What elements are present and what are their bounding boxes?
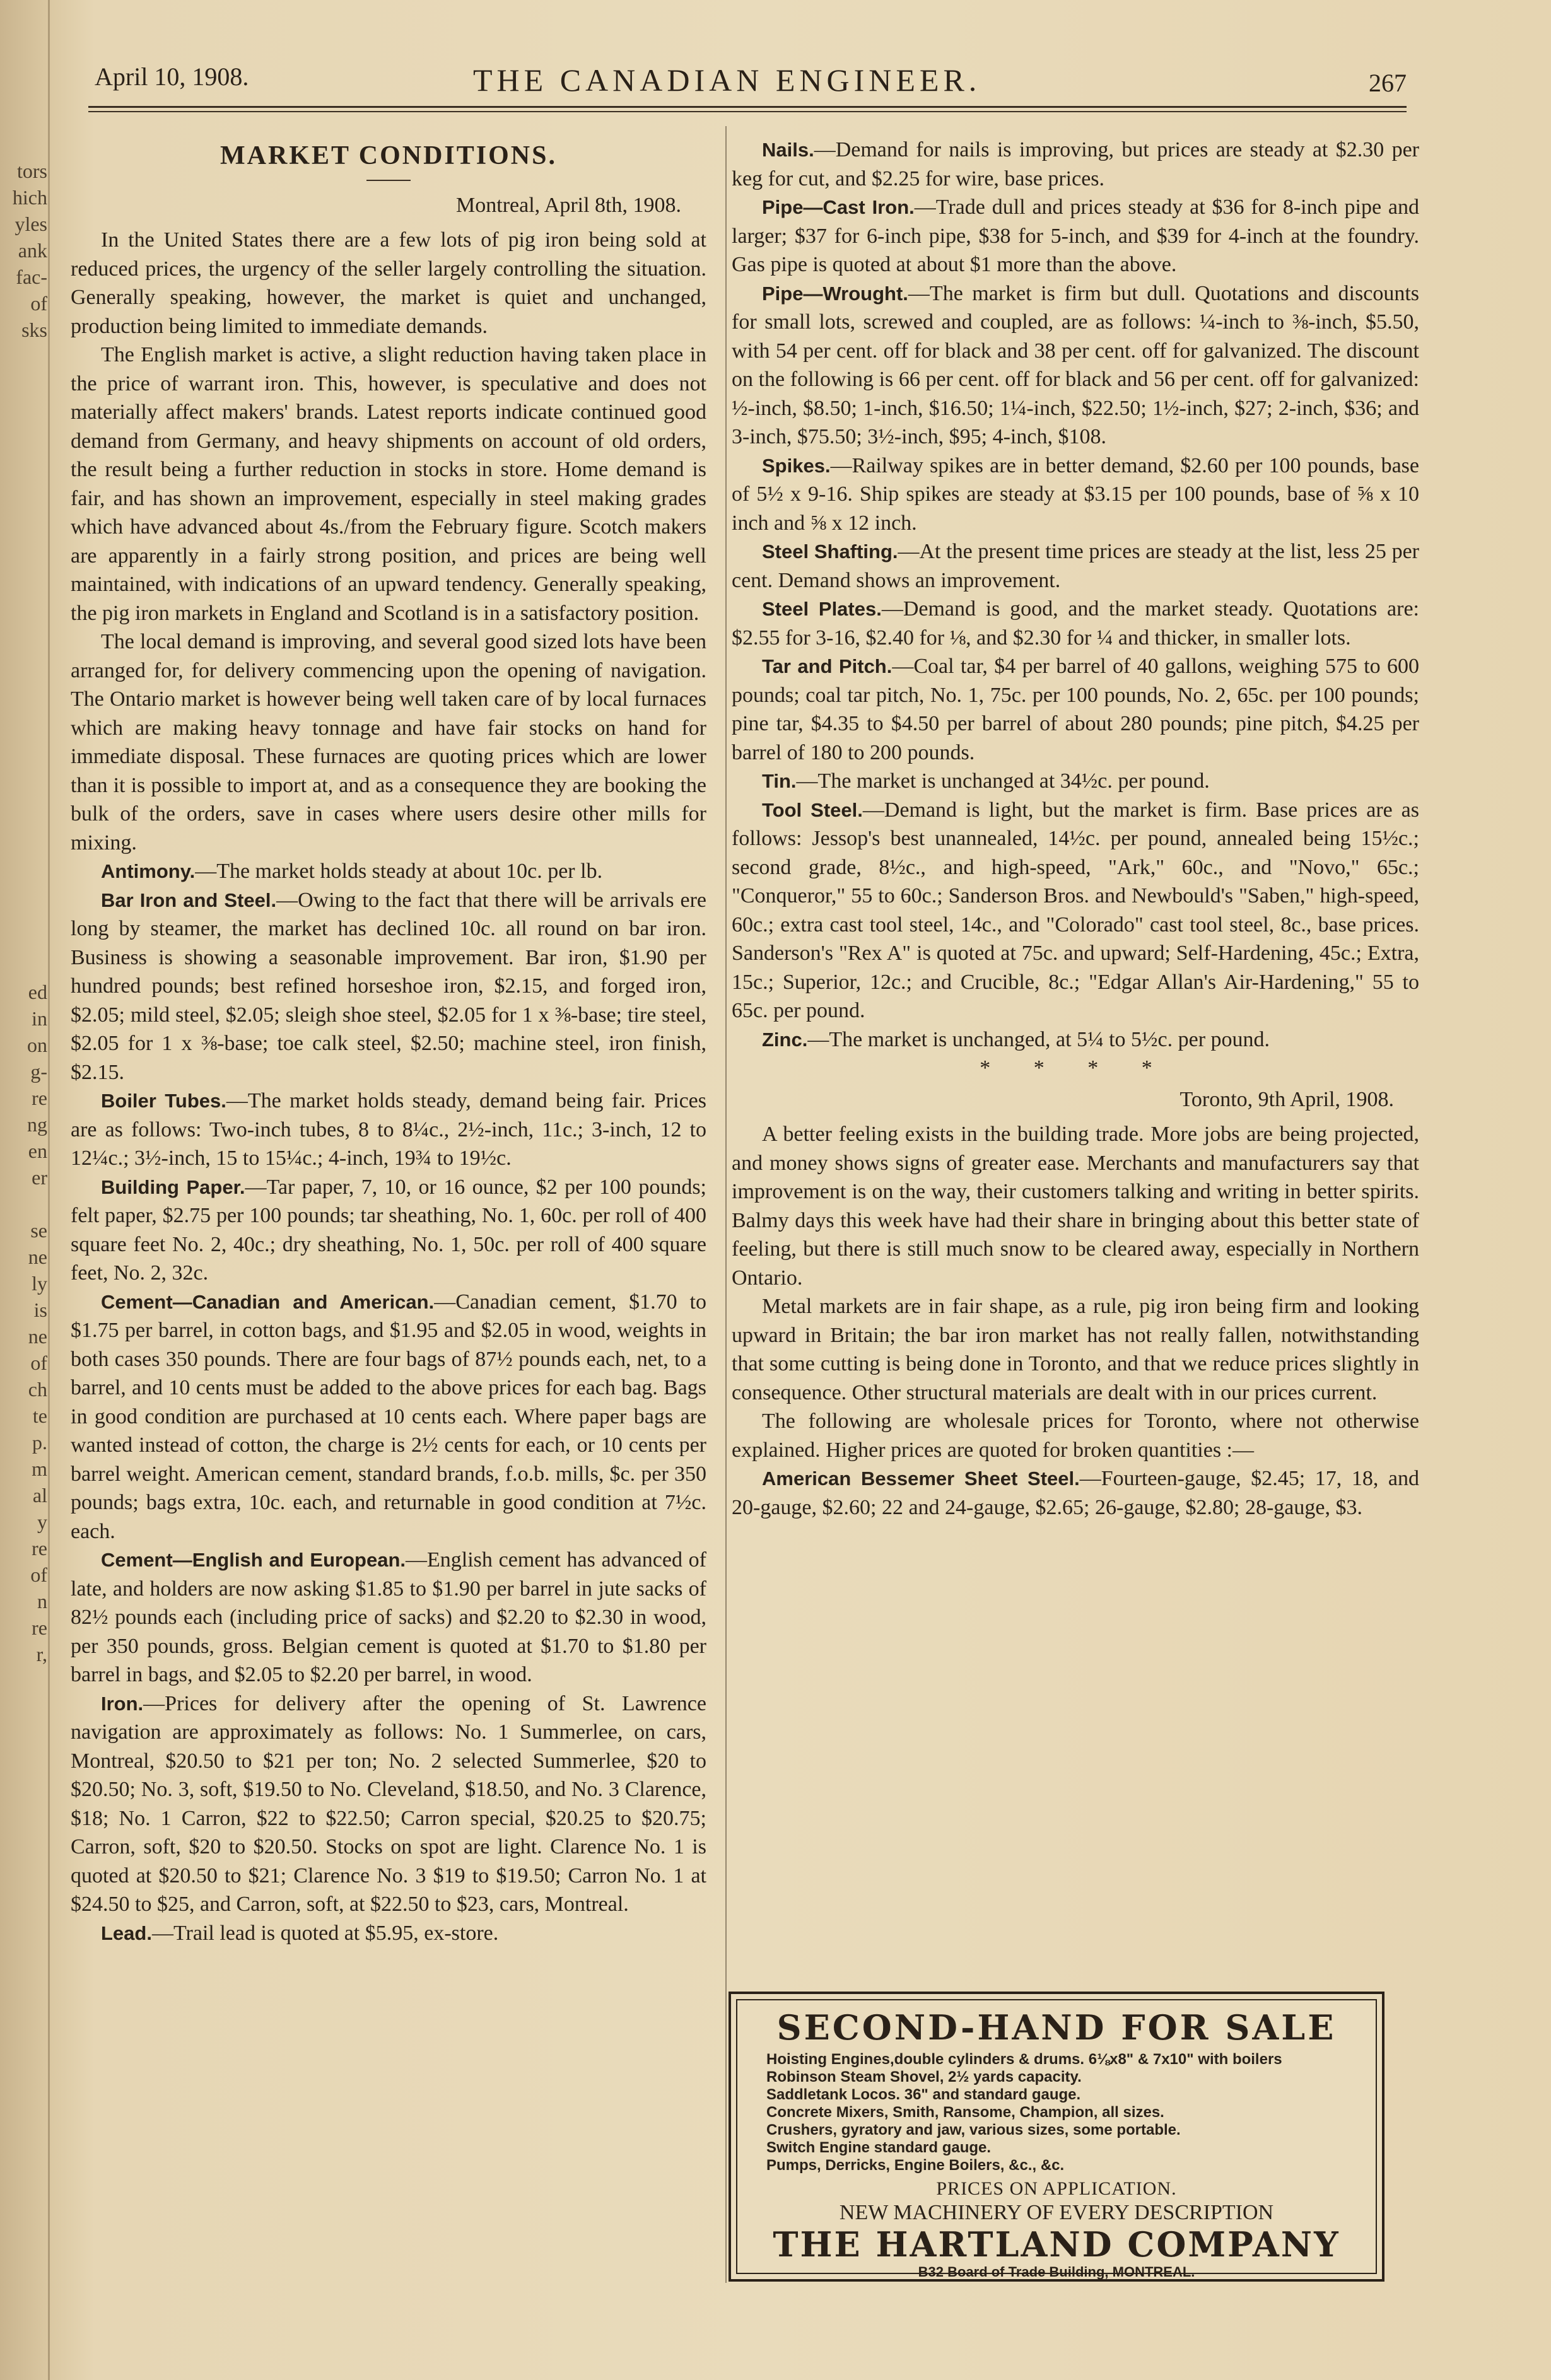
ad-item: Hoisting Engines,double cylinders & drums. 6⅛x8" & 7x10" with boilers: [766, 2051, 1282, 2068]
right-column: [732, 136, 1419, 1522]
gutter-word: tors: [17, 160, 47, 182]
item-text: —Demand for nails is improving, but prices are steady at $2.30 per keg for cut, and $2.25 for wire, base prices.: [732, 138, 1419, 190]
gutter-word: ne: [28, 1325, 47, 1348]
page-header: [95, 62, 1407, 100]
title-rule: [366, 180, 411, 181]
gutter-word: [0, 899, 47, 926]
gutter-word: en: [28, 1140, 47, 1162]
ad-machinery-line: NEW MACHINERY OF EVERY DESCRIPTION: [839, 2201, 1274, 2224]
right-market-item: [732, 595, 1419, 652]
gutter-word: in: [32, 1007, 47, 1030]
right-market-item: [732, 136, 1419, 193]
gutter-word: ch: [28, 1378, 47, 1401]
right-market-item: [732, 193, 1419, 279]
item-heading: Iron.: [101, 1692, 144, 1715]
gutter-word: er: [32, 1166, 47, 1189]
advertisement-box: [729, 1992, 1384, 2282]
right-market-item: [732, 1025, 1419, 1054]
item-heading: Tin.: [762, 770, 797, 792]
gutter-word: [0, 449, 47, 475]
ad-prices-note: PRICES ON APPLICATION.: [936, 2178, 1177, 2199]
toronto-dateline: Toronto, 9th April, 1908.: [1179, 1087, 1394, 1111]
left-market-item: [71, 1288, 706, 1546]
item-heading: Pipe—Wrought.: [762, 282, 908, 305]
left-market-item: [71, 1546, 706, 1689]
gutter-word: yles: [15, 213, 47, 235]
item-text: —Railway spikes are in better demand, $2.60 per 100 pounds, base of 5½ x 9-16. Ship spikes are steady at $3.15 per 100 pounds, base of ⅝ x 10 inch and ⅝ x 12 inch.: [732, 453, 1419, 535]
gutter-word: [0, 634, 47, 661]
left-market-items: [71, 857, 706, 1947]
item-text: —The market is unchanged, at 5¼ to 5½c. per pound.: [807, 1027, 1270, 1051]
item-text: —Demand is good, and the market steady. Quotations are: $2.55 for 3-16, $2.40 for ⅛, and $2.30 for ¼ and thicker, in smaller lots.: [732, 597, 1420, 650]
gutter-word: [0, 926, 47, 952]
gutter-word: re: [32, 1537, 47, 1560]
article-title: MARKET CONDITIONS.: [220, 141, 557, 170]
item-heading: Bar Iron and Steel.: [101, 889, 277, 911]
item-text: —Owing to the fact that there will be arrivals ere long by steamer, the market has declined 10c. all round on bar iron. Business is showing a seasonable improvement. Bar iron, $1.90 per hundred pounds; best refined horseshoe iron, $2.15, and forged iron, $2.05; mild steel, $2.05; sleigh shoe steel, $2.05 for 1 x ⅜-base; tire steel, $2.05 for 1 x ⅜-base; toe calk steel, $2.50; machine steel, iron finish, $2.15.: [71, 888, 707, 1084]
gutter-word: [0, 502, 47, 528]
item-heading: Nails.: [762, 139, 814, 161]
item-heading: Lead.: [101, 1922, 152, 1944]
item-text: —Tar paper, 7, 10, or 16 ounce, $2 per 100 pounds; felt paper, $2.75 per 100 pounds; tar sheathing, No. 1, 60c. per roll of 400 square feet No. 2, 40c.; dry sheathing, No. 1, 50c. per roll of 400 square feet, No. 2, 32c.: [71, 1175, 706, 1285]
left-market-item: [71, 1919, 706, 1948]
item-heading: Tar and Pitch.: [762, 655, 893, 677]
ad-item: Switch Engine standard gauge.: [766, 2139, 992, 2156]
ad-item: Pumps, Derricks, Engine Boilers, &c., &c.: [766, 2157, 1065, 2174]
item-text: —The market is firm but dull. Quotations and discounts for small lots, screwed and coupled, are as follows: ¼-inch to ⅜-inch, $5.50, with 54 per cent. off for black and 38 per cent. off for galvanized. The discount on the following is 66 per cent. off for black and 56 per cent. off for galvanized: ½-inch, $8.50; 1-inch, $16.50; 1¼-inch, $22.50; 1½-inch, $27; 2-inch, $36; and 3-inch, $75.50; 3½-inch, $95; 4-inch, $108.: [732, 281, 1419, 448]
item-text: —Trade dull and prices steady at $36 for 8-inch pipe and larger; $37 for 6-inch pipe, $38 for 5-inch, and $39 for 4-inch at the foundry. Gas pipe is quoted at about $1 more than the above.: [732, 195, 1419, 276]
gutter-word: m: [32, 1457, 47, 1480]
gutter-word: [0, 608, 47, 634]
item-heading: Cement—Canadian and American.: [101, 1290, 435, 1313]
toronto-paragraph: Metal markets are in fair shape, as a rule, pig iron being firm and looking upward in Britain; the bar iron market has not really fallen, notwithstanding that some cutting is being done in Toronto, and that we reduce prices slightly in consequence. Other structural materials are dealt with in our prices current.: [732, 1295, 1419, 1404]
left-market-item: [71, 886, 706, 1087]
gutter-word: [0, 873, 47, 899]
ad-company-name: THE HARTLAND COMPANY: [773, 2224, 1340, 2265]
market-item-american-bessemer: [732, 1464, 1419, 1522]
gutter-word: [0, 343, 47, 370]
gutter-word: ng: [27, 1113, 47, 1136]
item-heading: Spikes.: [762, 454, 831, 477]
montreal-dateline: Montreal, April 8th, 1908.: [456, 193, 681, 217]
gutter-word: ly: [32, 1272, 47, 1295]
adjacent-page-fragment: [0, 158, 47, 1667]
gutter-word: of: [30, 292, 47, 315]
ad-item-list: [745, 2051, 1368, 2174]
right-market-item: [732, 537, 1419, 595]
toronto-paragraph: A better feeling exists in the building trade. More jobs are being projected, and money shows signs of greater ease. Merchants and manufacturers say that improvement is on the way, their customers talking and writing in better spirits. Balmy days this week have had their share in bringing about this better state of feeling, but there is still much snow to be cleared away, especially in Northern Ontario.: [732, 1123, 1419, 1290]
ad-item: Concrete Mixers, Smith, Ransome, Champion, all sizes.: [766, 2104, 1164, 2121]
gutter-word: fac-: [16, 265, 47, 288]
item-heading: Steel Shafting.: [762, 540, 898, 563]
gutter-word: re: [32, 1087, 47, 1109]
gutter-word: g-: [30, 1060, 47, 1083]
gutter-word: [0, 528, 47, 555]
gutter-word: [0, 370, 47, 396]
toronto-paragraph: The following are wholesale prices for Toronto, where not otherwise explained. Higher prices are quoted for broken quantities :—: [732, 1409, 1419, 1462]
gutter-word: [0, 475, 47, 502]
gutter-word: [0, 714, 47, 740]
gutter-word: se: [30, 1219, 47, 1242]
gutter-word: p.: [32, 1431, 47, 1454]
header-rule-thin: [88, 111, 1407, 112]
ad-title: SECOND-HAND FOR SALE: [776, 2007, 1337, 2048]
left-market-item: [71, 1689, 706, 1919]
gutter-word: [0, 423, 47, 449]
item-text: —The market is unchanged at 34½c. per pound.: [796, 769, 1210, 793]
intro-paragraph: In the United States there are a few lots of pig iron being sold at reduced prices, the urgency of the seller largely controlling the situation. Generally speaking, however, the market is quiet and unchanged, production being limited to immediate demands.: [71, 228, 706, 338]
gutter-word: re: [32, 1616, 47, 1639]
gutter-word: ed: [28, 981, 47, 1003]
gutter-word: [0, 846, 47, 873]
ad-item: Crushers, gyratory and jaw, various sizes, some portable.: [766, 2121, 1181, 2138]
gutter-word: [0, 740, 47, 767]
gutter-word: [0, 1191, 47, 1217]
item-text: —Fourteen-gauge, $2.45; 17, 18, and 20-gauge, $2.60; 22 and 24-gauge, $2.65; 26-gauge, $2.80; 28-gauge, $3.: [732, 1467, 1420, 1519]
item-heading: Building Paper.: [101, 1175, 245, 1198]
right-market-item: [732, 767, 1419, 796]
gutter-word: of: [30, 1351, 47, 1374]
page-fold: [48, 0, 50, 2380]
gutter-word: [0, 820, 47, 846]
gutter-word: is: [33, 1298, 47, 1321]
item-text: —The market holds steady, demand being fair. Prices are as follows: Two-inch tubes, 8 to 8¼c., 2½-inch, 11c.; 3-inch, 12 to 12¼c.; 3½-inch, 15 to 15¼c.; 4-inch, 19¾ to 19½c.: [71, 1089, 706, 1170]
gutter-word: [0, 581, 47, 608]
item-text: —English cement has advanced of late, and holders are now asking $1.85 to $1.90 per barrel in jute sacks of 82½ pounds each (including price of sacks) and $2.20 to $2.30 in wood, per 350 pounds, gross. Belgian cement is quoted at $1.70 to $1.80 per barrel in bags, and $2.05 to $2.20 per barrel, in wood.: [71, 1548, 706, 1686]
gutter-word: ne: [28, 1245, 47, 1268]
gutter-word: y: [37, 1510, 47, 1533]
item-heading: Tool Steel.: [762, 798, 863, 821]
intro-paragraph: The local demand is improving, and several good sized lots have been arranged for, for delivery commencing upon the opening of navigation. The Ontario market is however being well taken care of by local furnaces which are making heavy tonnage and have fair stocks on hand for immediate disposal. These furnaces are quoting prices which are lower than it is possible to import at, and as a consequence they are booking the bulk of the orders, save in cases where users desire other mills for mixing.: [71, 630, 706, 855]
right-market-item: [732, 279, 1419, 452]
gutter-word: [0, 767, 47, 793]
gutter-word: of: [30, 1563, 47, 1586]
gutter-word: [0, 952, 47, 979]
header-rule: [88, 106, 1407, 108]
intro-paragraph: The English market is active, a slight reduction having taken place in the price of warrant iron. This, however, is speculative and does not materially affect makers' brands. Latest reports indicate continued good demand from Germany, and heavy shipments on account of old orders, the result being a further reduction in stocks in store. Home demand is fair, and has shown an improvement, especially in steel making grades which have advanced about 4s./from the February figure. Scotch makers are apparently in a fairly strong position, and prices are being well maintained, with indications of an upward tendency. Generally speaking, the pig iron markets in England and Scotland is in a satisfactory position.: [71, 343, 706, 625]
ad-item: Robinson Steam Shovel, 2½ yards capacity.: [766, 2068, 1082, 2085]
ad-address: B32 Board of Trade Building, MONTREAL.: [918, 2264, 1195, 2280]
right-market-items: [732, 136, 1419, 1054]
gutter-word: [0, 396, 47, 423]
item-heading: American Bessemer Sheet Steel.: [762, 1467, 1080, 1490]
left-market-item: [71, 857, 706, 886]
issue-date: April 10, 1908.: [95, 62, 249, 91]
column-divider: [725, 126, 727, 2283]
left-column: [71, 136, 706, 1947]
item-heading: Antimony.: [101, 860, 196, 882]
left-market-item: [71, 1173, 706, 1288]
gutter-word: [0, 555, 47, 581]
item-heading: Boiler Tubes.: [101, 1090, 226, 1112]
item-heading: Zinc.: [762, 1028, 808, 1051]
gutter-word: n: [37, 1590, 47, 1613]
ad-item: Saddletank Locos. 36" and standard gauge.: [766, 2086, 1081, 2103]
gutter-word: [0, 661, 47, 687]
item-heading: Pipe—Cast Iron.: [762, 196, 915, 218]
item-heading: Steel Plates.: [762, 598, 882, 620]
section-stars: * * * *: [980, 1056, 1171, 1080]
gutter-word: r,: [36, 1643, 47, 1665]
item-text: —The market holds steady at about 10c. per lb.: [195, 860, 603, 883]
right-market-item: [732, 652, 1419, 767]
item-heading: Cement—English and European.: [101, 1549, 406, 1571]
left-market-item: [71, 1087, 706, 1173]
gutter-word: [0, 793, 47, 820]
item-text: —Trail lead is quoted at $5.95, ex-store.: [151, 1921, 499, 1945]
page-number: 267: [1369, 69, 1407, 97]
gutter-word: ank: [18, 239, 47, 262]
right-market-item: [732, 452, 1419, 538]
journal-title: THE CANADIAN ENGINEER.: [473, 62, 981, 98]
item-text: —At the present time prices are steady at the list, less 25 per cent. Demand shows an improvement.: [732, 540, 1419, 592]
gutter-word: [0, 687, 47, 714]
gutter-word: al: [32, 1484, 47, 1507]
item-text: —Canadian cement, $1.70 to $1.75 per barrel, in cotton bags, and $1.95 and $2.05 in wood, weights in both cases 350 pounds. There are four bags of 87½ pounds each, net, to a barrel, and 10 cents must be added to the above prices for each bag. Bags in good condition are purchased at 10 cents each. Where paper bags are wanted instead of cotton, the charge is 2½ cents for each, or 10 cents per barrel weight. American cement, standard brands, f.o.b. mills, $c. per 350 pounds; bags extra, 10c. each, and returnable in good condition at 7½c. each.: [71, 1290, 706, 1543]
gutter-word: te: [32, 1404, 47, 1427]
item-text: —Coal tar, $4 per barrel of 40 gallons, weighing 575 to 600 pounds; coal tar pitch, No. 1, 75c. per 100 pounds, No. 2, 65c. per 100 pounds; pine tar, $4.35 to $4.50 per barrel of about 280 pounds; pine pitch, $4.25 per barrel of 180 to 200 pounds.: [732, 655, 1419, 764]
item-text: —Demand is light, but the market is firm. Base prices are as follows: Jessop's best unannealed, 14½c. per pound, annealed being 15½c.; second grade, 8½c., and high-speed, "Ark," 60c., and "Novo," 65c.; "Conqueror," 55 to 60c.; Sanderson Bros. and Newbould's "Saben," high-speed, 60c.; extra cast tool steel, 14c., and "Colorado" cast tool steel, 8c., base prices. Sanderson's "Rex A" is quoted at 75c. and upward; Self-Hardening, 45c.; Extra, 15c.; Superior, 12c.; and Crucible, 8c.; "Edgar Allan's Air-Hardening," 55 to 65c. per pound.: [732, 798, 1419, 1022]
gutter-word: sks: [21, 318, 47, 341]
gutter-word: on: [27, 1034, 47, 1056]
item-text: —Prices for delivery after the opening of St. Lawrence navigation are approximately as follows: No. 1 Summerlee, on cars, Montreal, $20.50 to $21 per ton; No. 2 selected Summerlee, $20 to $20.50; No. 3, soft, $19.50 to No. Cleveland, $18.50, and No. 3 Clarence, $18; No. 1 Carron, $22 to $22.50; Carron special, $20.25 to $20.75; Carron, soft, $20 to $20.50. Stocks on spot are light. Clarence No. 1 is quoted at $20.50 to $21; Clarence No. 3 $19 to $19.50; Carron No. 1 at $24.50 to $25, and Carron, soft, at $22.50 to $23, cars, Montreal.: [71, 1691, 706, 1916]
gutter-word: hich: [12, 186, 47, 209]
right-market-item: [732, 796, 1419, 1025]
